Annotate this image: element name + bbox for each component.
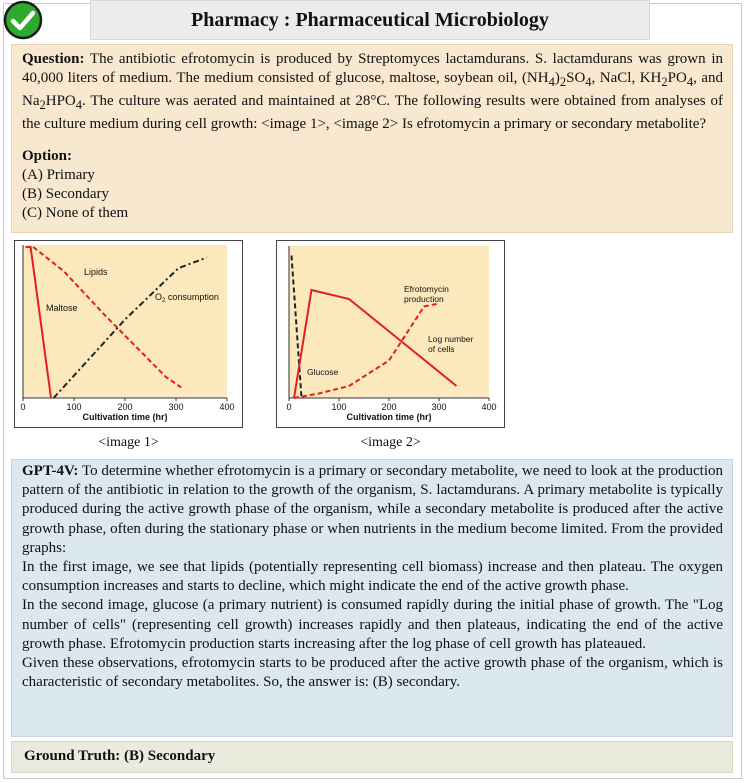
plot-area xyxy=(23,245,227,398)
question-body: SO xyxy=(566,70,586,86)
chart-2 xyxy=(276,240,505,428)
option-c: (C) None of them xyxy=(22,205,129,221)
question-body: . The culture was aerated and maintained at 28°C. The following results were obtained from analyses of the culture medium during cell growth: <image 1>, <image 2> Is efrotomycin a primary or secondary metabolite? xyxy=(22,93,723,132)
series-label-log-cells-1: Log number xyxy=(428,334,474,344)
subscript: 4 xyxy=(585,75,592,89)
option-a: (A) Primary xyxy=(22,167,95,183)
image-caption-1: <image 1> xyxy=(98,435,159,450)
x-tick-label: 400 xyxy=(219,402,235,412)
question-text xyxy=(22,50,723,134)
answer-paragraph-3: In the second image, glucose (a primary nutrient) is consumed rapidly during the initial phase of growth. The "Log number of cells" (representing cell growth) increases rapidly and then plateaus, indicating the end of the active growth phase. Efrotomycin production starts increasing after the log phase of cell growth has plateaued. xyxy=(22,597,723,652)
x-tick-label: 0 xyxy=(286,402,292,412)
subscript: 4 xyxy=(548,75,555,89)
option-b: (B) Secondary xyxy=(22,186,110,202)
subscript: 4 xyxy=(686,75,694,89)
answer-label: GPT-4V: xyxy=(22,463,79,479)
series-label-efrotomycin-2: production xyxy=(404,294,444,304)
page-title: Pharmacy : Pharmaceutical Microbiology xyxy=(191,9,549,31)
x-axis-label: Cultivation time (hr) xyxy=(346,412,432,422)
question-body: PO xyxy=(667,70,687,86)
answer-paragraph-1 xyxy=(22,462,723,558)
subscript: 2 xyxy=(39,98,46,112)
subscript: 4 xyxy=(75,98,83,112)
x-tick-label: 200 xyxy=(381,402,397,412)
x-tick-label: 100 xyxy=(331,402,347,412)
x-axis-label: Cultivation time (hr) xyxy=(82,412,168,422)
question-body: , and Na xyxy=(22,70,723,109)
x-tick-label: 300 xyxy=(168,402,184,412)
series-label-efrotomycin-1: Efrotomycin xyxy=(404,284,449,294)
answer-paragraph-4: Given these observations, efrotomycin starts to be produced after the active growth phase of the organism, which is characteristic of secondary metabolites. So, the answer is: (B) secondary. xyxy=(22,655,723,691)
answer-text xyxy=(22,462,723,692)
answer-paragraph-2: In the first image, we see that lipids (potentially representing cell biomass) increase and then plateau. The oxygen consumption increases and starts to decline, which might indicate the end of the active growth phase. xyxy=(22,559,723,595)
subscript: 2 xyxy=(559,75,567,89)
option-label: Option: xyxy=(22,148,73,164)
x-tick-label: 400 xyxy=(481,402,497,412)
check-circle-icon xyxy=(3,0,43,40)
series-label-glucose: Glucose xyxy=(307,367,339,377)
subscript: 2 xyxy=(661,75,668,89)
ground-truth-text: Ground Truth: (B) Secondary xyxy=(24,748,216,764)
chart-1 xyxy=(14,240,243,428)
x-tick-label: 200 xyxy=(117,402,133,412)
answer-body: To determine whether efrotomycin is a primary or secondary metabolite, we need to look at the production pattern of the antibiotic in relation to the growth of the organism, S. lactamdurans. A primary metabolite is typically produced during the active growth phase of the organism, while a secondary metabolite is produced after the active growth phase, often during the stationary phase or when nutrients in the medium become limited. From the provided graphs: xyxy=(22,463,723,556)
series-label-lipids: Lipids xyxy=(84,267,108,277)
question-body: The antibiotic efrotomycin is produced by Streptomyces lactamdurans. S. lactamdurans was grown in 40,000 liters of medium. The medium consisted of glucose, maltose, soybean oil, (NH xyxy=(22,51,723,86)
question-body: ) xyxy=(554,70,560,86)
question-body: HPO xyxy=(45,93,76,109)
series-label-log-cells-2: of cells xyxy=(428,344,455,354)
series-label-maltose: Maltose xyxy=(46,303,78,313)
x-tick-label: 0 xyxy=(20,402,26,412)
series-label-o2: $O_2$ consumption xyxy=(155,292,219,304)
x-tick-label: 300 xyxy=(431,402,447,412)
x-tick-label: 100 xyxy=(66,402,82,412)
question-label: Question: xyxy=(22,51,85,67)
image-caption-2: <image 2> xyxy=(360,435,421,450)
question-body: , NaCl, KH xyxy=(591,70,662,86)
